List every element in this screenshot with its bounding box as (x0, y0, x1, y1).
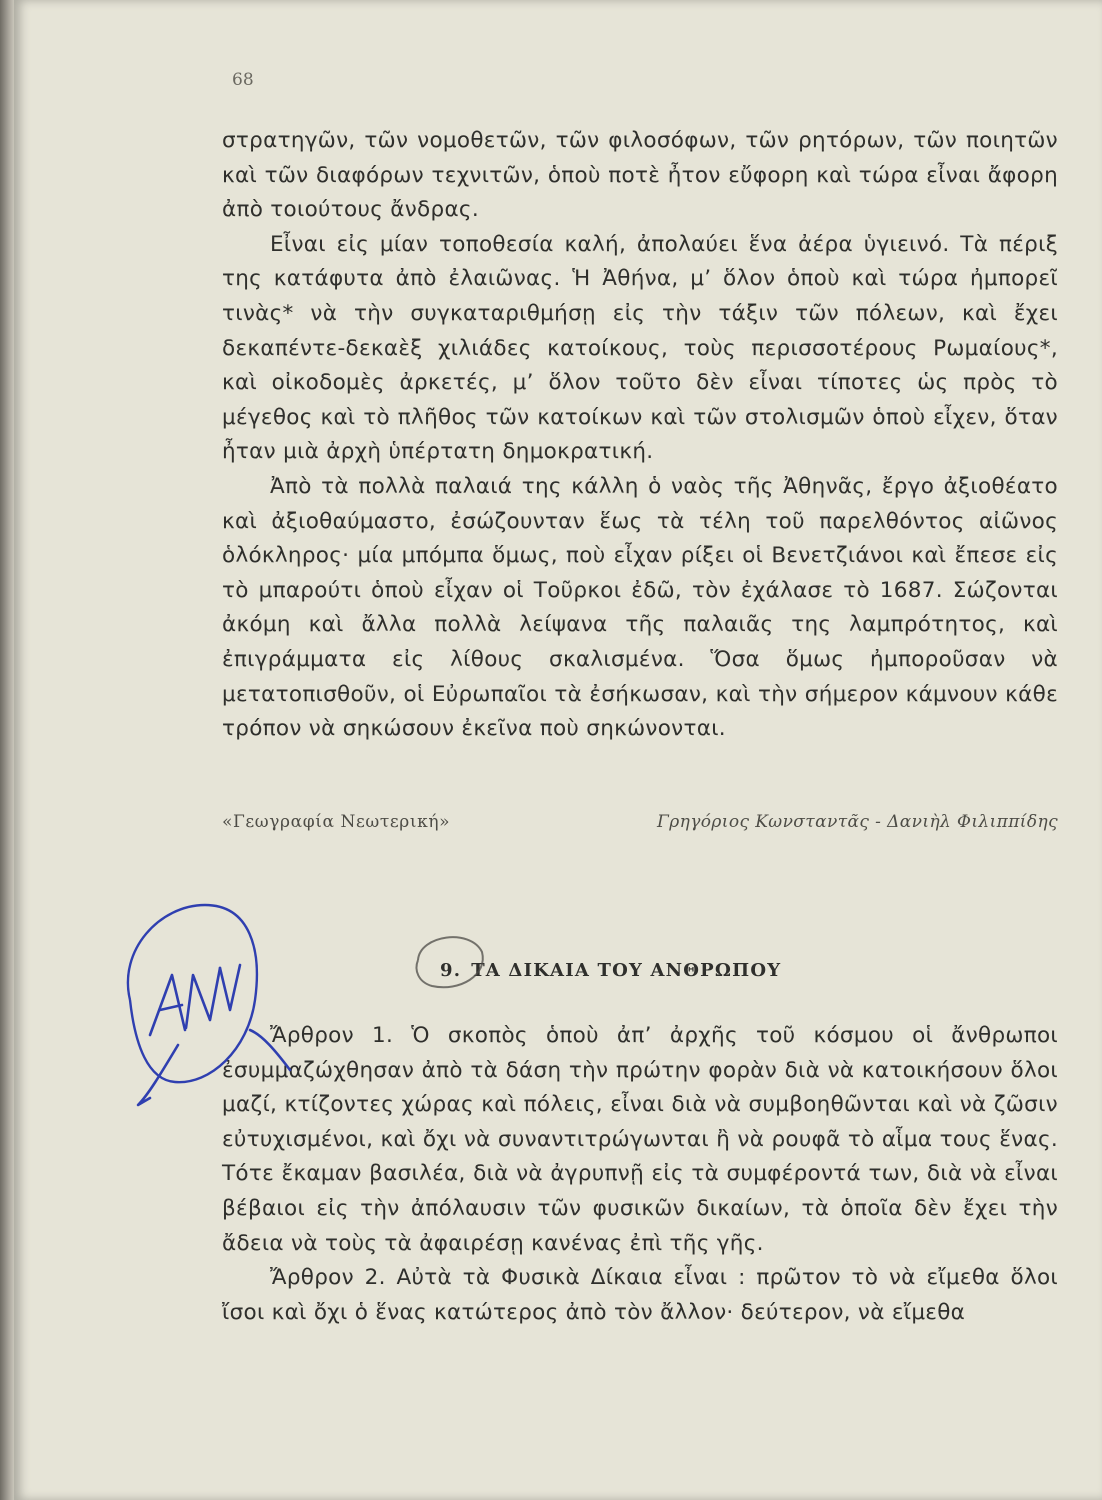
section-title: ΤΑ ΔΙΚΑΙΑ ΤΟΥ ΑΝΘΡΩΠΟΥ (471, 960, 782, 981)
source-authors: Γρηγόριος Κωνσταντᾶς - Δανιὴλ Φιλιππίδης (657, 812, 1058, 832)
source-work: «Γεωγραφία Νεωτερική» (222, 812, 451, 832)
paragraph: στρατηγῶν, τῶν νομοθετῶν, τῶν φιλοσόφων, τῶν ρητόρων, τῶν ποιητῶν καὶ τῶν διαφόρων τεχνιτῶν, ὁποὺ ποτὲ ἦτον εὔφορη καὶ τώρα εἶναι ἄφορη ἀπὸ τοιούτους ἄνδρας. (222, 128, 1058, 223)
paragraph: Ἀπὸ τὰ πολλὰ παλαιά της κάλλη ὁ ναὸς τῆς Ἀθηνᾶς, ἔργο ἀξιοθέατο καὶ ἀξιοθαύμαστο, ἐσώζουνταν ἕως τὰ τέλη τοῦ παρελθόντος αἰῶνος ὁλόκληρος· μία μπόμπα ὅμως, ποὺ εἶχαν ρίξει οἱ Βενετζιάνοι καὶ ἔπεσε εἰς τὸ μπαρούτι ὁποὺ εἶχαν οἱ Τοῦρκοι ἐδῶ, τὸν ἐχάλασε τὸ 1687. Σώζονται ἀκόμη καὶ ἄλλα πολλὰ λείψανα τῆς παλαιᾶς της λαμπρότητος, καὶ ἐπιγράμματα εἰς λίθους σκαλισμένα. Ὅσα ὅμως ἠμποροῦσαν νὰ μετατοπισθοῦν, οἱ Εὐρωπαῖοι τὰ ἐσήκωσαν, καὶ τὴν σήμερον κάμνουν κάθε τρόπον νὰ σηκώσουν ἐκεῖνα ποὺ σηκώνονται. (222, 473, 1058, 742)
source-citation (222, 812, 1058, 842)
paragraph: Ἄρθρον 2. Αὐτὰ τὰ Φυσικὰ Δίκαια εἶναι : πρῶτον τὸ νὰ εἴμεθα ὅλοι ἴσοι καὶ ὄχι ὁ ἕνας κατώτερος ἀπὸ τὸν ἄλλον· δεύτερον, νὰ εἴμεθα (222, 1265, 1058, 1325)
section-number: 9. (440, 960, 462, 981)
book-gutter (0, 0, 14, 1500)
paragraph: Ἄρθρον 1. Ὁ σκοπὸς ὁποὺ ἀπ’ ἀρχῆς τοῦ κόσμου οἱ ἄνθρωποι ἐσυμμαζώχθησαν ἀπὸ τὰ δάση τὴν πρώτην φορὰν διὰ νὰ κατοικήσουν ὅλοι μαζί, κτίζοντες χώρας καὶ πόλεις, εἶναι διὰ νὰ συμβοηθῶνται καὶ νὰ ζῶσιν εὐτυχισμένοι, καὶ ὄχι νὰ συναντιτρώγωνται ἢ νὰ ρουφᾶ τὸ αἷμα τους ἕνας. Τότε ἔκαμαν βασιλέα, διὰ νὰ ἀγρυπνῇ εἰς τὰ συμφέροντά των, διὰ νὰ εἶναι βέβαιοι εἰς τὴν ἀπόλαυσιν τῶν φυσικῶν δικαίων, τὰ ὁποῖα δὲν ἔχει τὴν ἄδεια νὰ τοὺς τὰ ἀφαιρέσῃ κανένας ἐπὶ τῆς γῆς. (222, 1023, 1058, 1256)
paragraph: Εἶναι εἰς μίαν τοποθεσία καλή, ἀπολαύει ἕνα ἀέρα ὑγιεινό. Τὰ πέριξ της κατάφυτα ἀπὸ ἐλαιῶνας. Ἡ Ἀθήνα, μ’ ὅλον ὁποὺ καὶ τώρα ἠμπορεῖ τινὰς* νὰ τὴν συγκαταριθμήσῃ εἰς τὴν τάξιν τῶν πόλεων, καὶ ἔχει δεκαπέντε-δεκαὲξ χιλιάδες κατοίκους, τοὺς περισσοτέρους Ρωμαίους*, καὶ οἰκοδομὲς ἀρκετές, μ’ ὅλον τοῦτο δὲν εἶναι τίποτες ὡς πρὸς τὸ μέγεθος καὶ τὸ πλῆθος τῶν κατοίκων καὶ τῶν στολισμῶν ὁποὺ εἶχεν, ὅταν ἦταν μιὰ ἀρχὴ ὑπέρτατη δημοκρατική. (222, 231, 1058, 465)
section2-text (222, 1019, 1058, 1330)
section1-text (222, 124, 1058, 747)
page-number: 68 (232, 70, 254, 90)
section-heading (440, 960, 781, 981)
